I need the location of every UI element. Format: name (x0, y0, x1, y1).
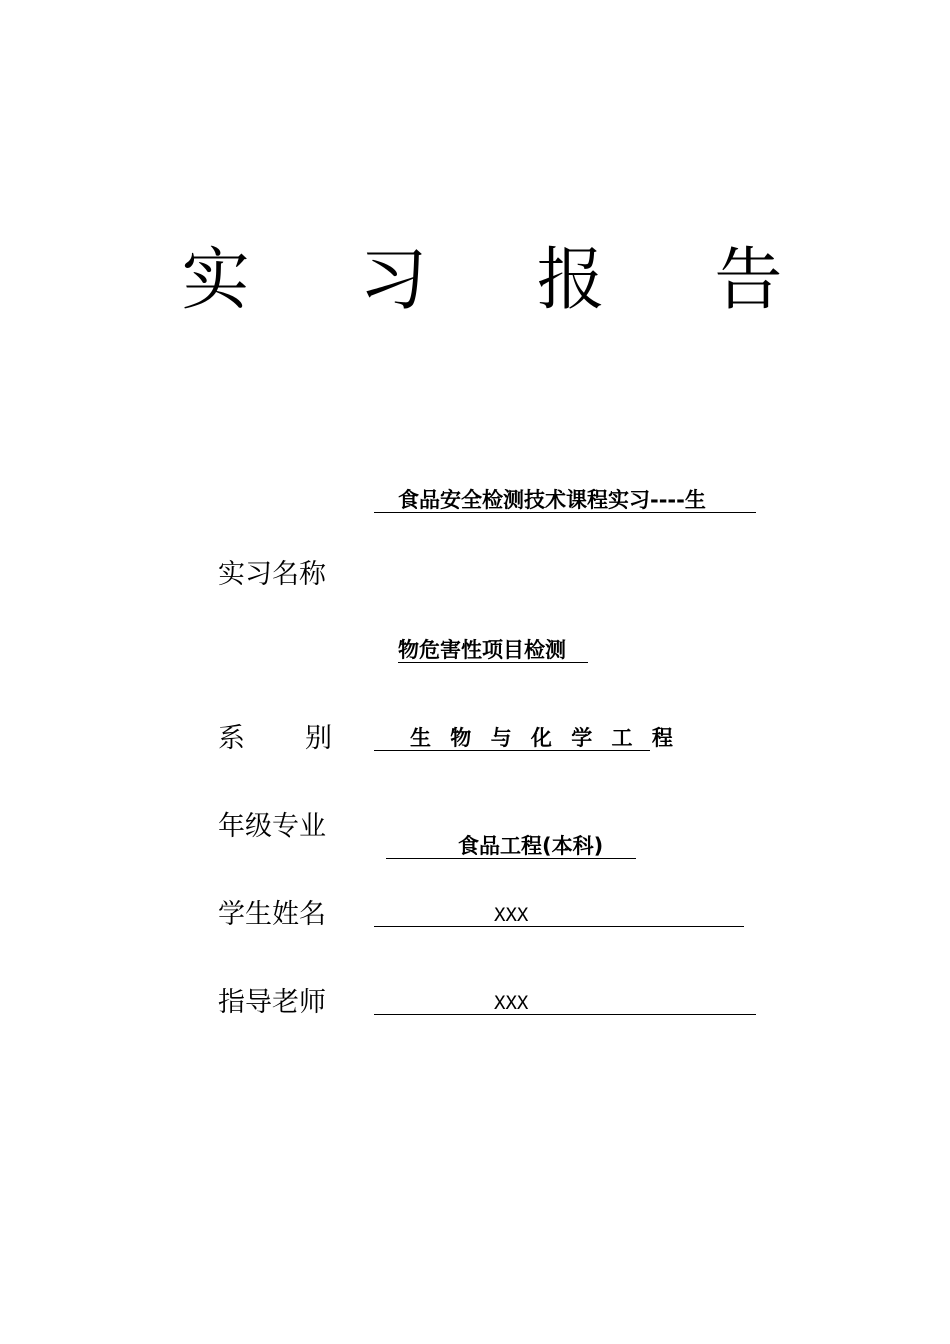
student-name-label: 学生姓名 (218, 899, 326, 930)
advisor-value: XXX (494, 992, 529, 1014)
practice-name-underline-1 (374, 512, 756, 513)
department-underline (374, 750, 650, 751)
grade-major-label: 年级专业 (218, 811, 326, 842)
advisor-underline (374, 1014, 756, 1015)
department-label (218, 722, 332, 756)
student-name-underline (374, 926, 744, 927)
department-label-part1: 系 (218, 723, 245, 754)
grade-major-value: 食品工程(本科) (458, 834, 604, 858)
student-name-value: XXX (494, 904, 529, 926)
department-value: 生 物 与 化 学 工 程 (410, 726, 679, 750)
practice-name-underline-2 (398, 662, 588, 663)
advisor-label: 指导老师 (218, 987, 326, 1018)
practice-name-label: 实习名称 (218, 559, 326, 590)
department-label-part2: 别 (305, 723, 332, 754)
practice-name-value-line2: 物危害性项目检测 (398, 638, 566, 662)
grade-major-underline (386, 858, 636, 859)
practice-name-value-line1: 食品安全检测技术课程实习----生 (398, 488, 706, 512)
report-title: 实 习 报 告 (181, 241, 827, 320)
